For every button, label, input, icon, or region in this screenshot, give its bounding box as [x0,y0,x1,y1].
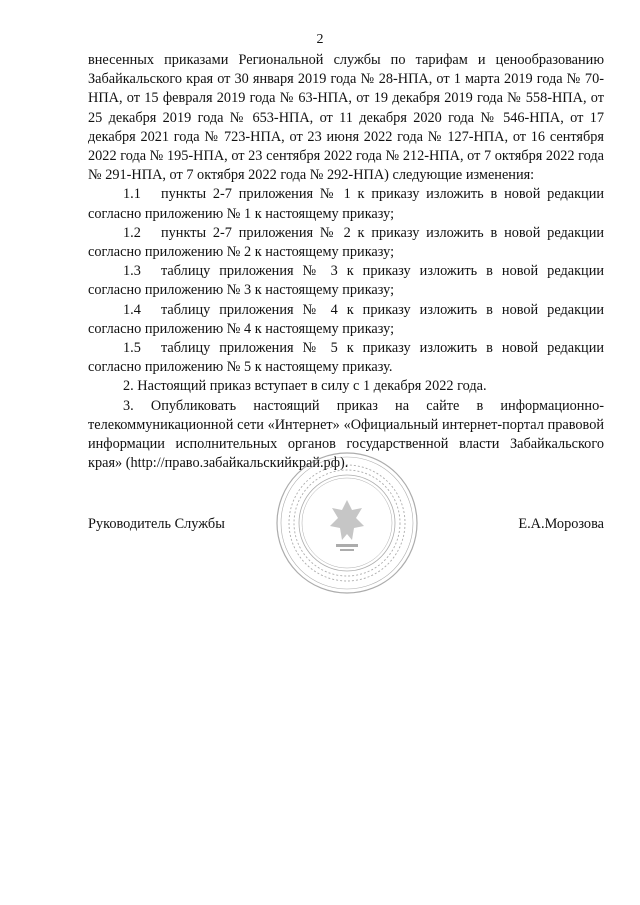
item-text: таблицу приложения № 5 к приказу изложить в новой редакции согласно приложению № 5 к настоящему приказу. [88,340,604,376]
item-number: 1.2 [123,224,141,241]
paragraph-3: 3. Опубликовать настоящий приказ на сайте в информационно-телекоммуникационной сети «Интернет» «Официальный интернет-портал правовой информации исполнительных органов государственной власти Забайкальского края» (http://право.забайкальскийкрай.рф). [88,397,604,472]
official-seal-stamp [272,448,422,598]
item-text: пункты 2-7 приложения № 2 к приказу изложить в новой редакции согласно приложению № 2 к настоящему приказу; [88,224,604,261]
item-text: пункты 2-7 приложения № 1 к приказу изложить в новой редакции согласно приложению № 1 к настоящему приказу; [88,186,604,222]
document-body [88,51,604,473]
list-item [88,339,604,377]
paragraph-2: 2. Настоящий приказ вступает в силу с 1 декабря 2022 года. [123,378,487,395]
item-number: 1.5 [123,340,141,357]
item-text: таблицу приложения № 3 к приказу изложить в новой редакции согласно приложению № 3 к настоящему приказу; [88,263,604,299]
list-item [88,185,604,223]
item-number: 1.1 [123,186,141,203]
list-item [88,262,604,300]
item-text: таблицу приложения № 4 к приказу изложить в новой редакции согласно приложению № 4 к настоящему приказу; [88,301,604,337]
list-item [88,301,604,339]
signatory-position: Руководитель Службы [88,516,225,532]
signatory-name: Е.А.Морозова [518,516,604,532]
intro-paragraph: внесенных приказами Региональной службы по тарифам и ценообразованию Забайкальского края от 30 января 2019 года № 28-НПА, от 1 марта 2019 года № 70-НПА, от 15 февраля 2019 года № 63-НПА, от 19 декабря 2019 года № 558-НПА, от 25 декабря 2019 года № 653-НПА, от 11 декабря 2020 года № 546-НПА, от 17 декабря 2021 года № 723-НПА, от 23 июня 2022 года № 127-НПА, от 16 сентября 2022 года № 195-НПА, от 23 сентября 2022 года № 212-НПА, от 7 октября 2022 года № 291-НПА, от 7 октября 2022 года № 292-НПА) следующие изменения: [88,52,604,184]
list-item [88,224,604,262]
item-number: 1.4 [123,301,141,318]
item-number: 1.3 [123,263,141,280]
page-number: 2 [316,32,324,47]
